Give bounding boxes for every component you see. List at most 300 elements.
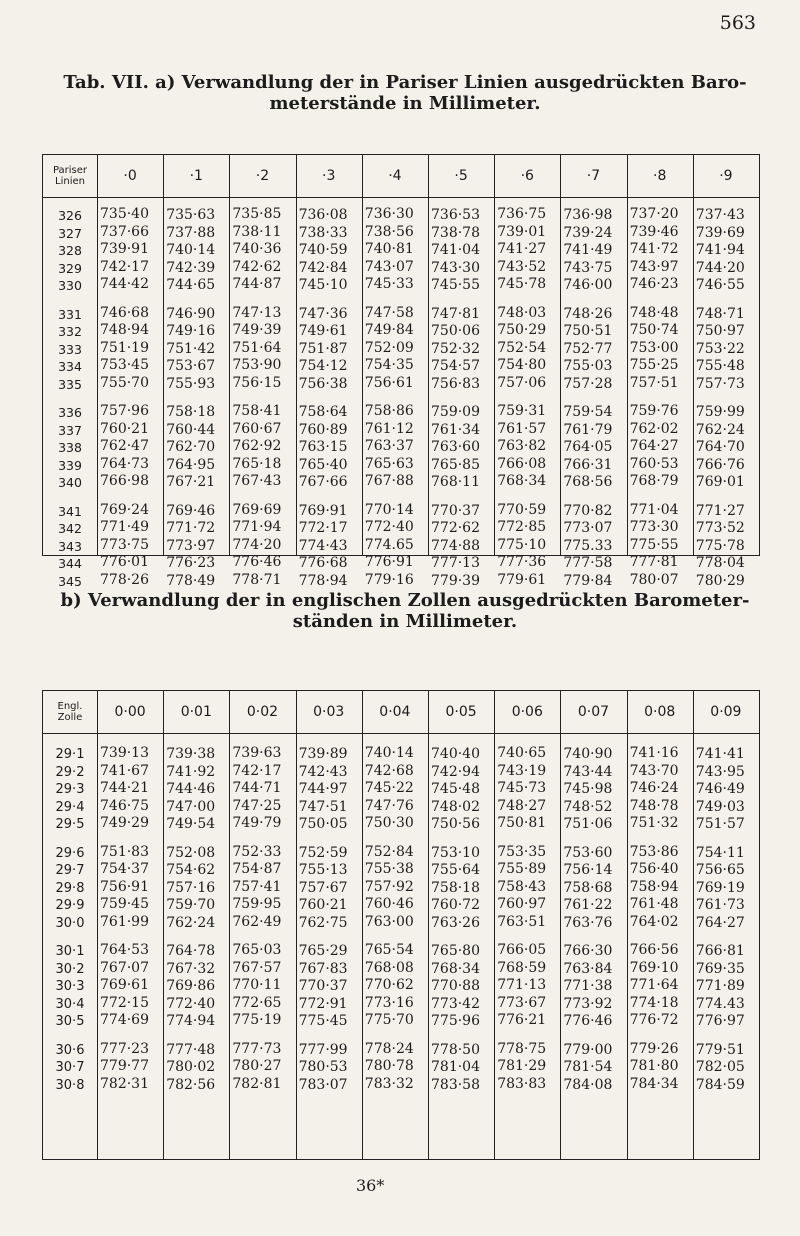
table-cell: 757·28 xyxy=(563,375,613,392)
table-header xyxy=(43,155,759,198)
table-cell: 776·01 xyxy=(100,554,149,570)
corner-label-line-1: Pariser xyxy=(52,165,88,176)
table-cell: 744·87 xyxy=(232,276,282,292)
table-cell: 755·64 xyxy=(431,862,480,878)
table-cell: 739·13 xyxy=(100,745,149,761)
table-cell: 745·22 xyxy=(364,780,414,796)
table-cell: 736·98 xyxy=(563,207,613,223)
table-cell: 777·99 xyxy=(298,1041,348,1058)
row-label: 337 xyxy=(58,422,82,438)
table-cell: 772·40 xyxy=(364,519,414,535)
column-divider xyxy=(296,155,297,555)
table-cell: 750·05 xyxy=(298,816,348,832)
table-cell: 773·42 xyxy=(431,995,480,1012)
table-cell: 765·29 xyxy=(298,943,348,959)
table-cell: 742·68 xyxy=(364,762,414,779)
row-label: 326 xyxy=(58,208,82,223)
table-cell: 743·52 xyxy=(497,258,547,275)
table-cell: 737·43 xyxy=(695,207,745,223)
column-header: 0·07 xyxy=(577,704,610,720)
table-cell: 756·91 xyxy=(100,878,149,895)
table-cell: 764·27 xyxy=(629,438,679,454)
table-cell: 748·94 xyxy=(100,322,149,338)
table-cell: 748·48 xyxy=(629,304,679,321)
table-cell: 747·00 xyxy=(166,798,216,815)
table-cell: 777·73 xyxy=(232,1040,282,1057)
table-cell: 761·12 xyxy=(364,420,414,437)
table-cell: 769·19 xyxy=(695,879,745,896)
table-cell: 775·10 xyxy=(497,536,547,553)
table-cell: 770·82 xyxy=(563,502,613,519)
table-cell: 745·10 xyxy=(298,277,348,293)
table-cell: 741·04 xyxy=(431,242,480,258)
table-cell: 762·49 xyxy=(232,913,282,930)
table-cell: 761·34 xyxy=(431,421,480,438)
table-cell: 744·21 xyxy=(100,780,149,796)
table-cell: 752·32 xyxy=(431,340,480,357)
table-cell: 754·80 xyxy=(497,357,547,373)
table-cell: 772·91 xyxy=(298,995,348,1012)
table-cell: 737·20 xyxy=(629,206,679,222)
table-cell: 760·46 xyxy=(364,896,414,912)
row-label: 330 xyxy=(58,278,82,293)
table-cell: 774·20 xyxy=(232,536,282,553)
table-cell: 751·83 xyxy=(100,843,149,860)
table-cell: 782·31 xyxy=(100,1075,149,1092)
table-cell: 767·21 xyxy=(166,474,216,490)
row-label: 30·1 xyxy=(55,944,85,959)
table-cell: 771·04 xyxy=(629,501,679,518)
table-a-title-line-2: meterstände in Millimeter. xyxy=(269,93,541,114)
table-cell: 761·99 xyxy=(100,913,149,930)
row-label: 331 xyxy=(58,306,82,322)
table-cell: 763·37 xyxy=(364,438,414,454)
table-cell: 777·81 xyxy=(629,554,679,570)
row-label: 339 xyxy=(58,457,82,473)
column-header: ·5 xyxy=(454,168,468,184)
table-cell: 764·73 xyxy=(100,455,149,472)
table-cell: 767·32 xyxy=(166,960,216,977)
table-cell: 768·34 xyxy=(431,960,480,977)
table-cell: 784·08 xyxy=(563,1076,613,1093)
table-cell: 755·89 xyxy=(497,861,547,877)
row-label: 29·8 xyxy=(55,880,85,896)
table-cell: 758·41 xyxy=(232,403,282,419)
table-cell: 775·70 xyxy=(364,1012,414,1028)
table-cell: 743·07 xyxy=(364,258,414,275)
table-cell: 763·00 xyxy=(364,913,414,930)
table-cell: 771·49 xyxy=(100,519,149,535)
table-cell: 740·40 xyxy=(431,746,480,762)
table-cell: 755·25 xyxy=(629,357,679,373)
row-label: 30·6 xyxy=(55,1042,85,1058)
table-cell: 757·73 xyxy=(695,375,745,392)
table-cell: 766·05 xyxy=(497,942,547,958)
table-cell: 751·64 xyxy=(232,339,282,356)
table-cell: 754·12 xyxy=(298,358,348,374)
table-cell: 764·53 xyxy=(100,942,149,958)
table-cell: 758·18 xyxy=(166,404,216,420)
column-divider xyxy=(163,155,164,555)
table-cell: 763·84 xyxy=(563,960,613,977)
table-cell: 771·94 xyxy=(232,519,282,535)
table-cell: 753·10 xyxy=(431,844,480,861)
table-cell: 779·61 xyxy=(497,571,547,588)
column-header: ·0 xyxy=(123,168,137,184)
table-cell: 751·06 xyxy=(563,816,613,832)
table-cell: 747·36 xyxy=(298,305,348,322)
table-cell: 763·15 xyxy=(298,439,348,455)
table-cell: 753·67 xyxy=(166,358,216,374)
table-cell: 777·23 xyxy=(100,1040,149,1057)
table-cell: 774·43 xyxy=(298,537,348,554)
table-cell: 774.65 xyxy=(364,536,414,553)
table-cell: 740·14 xyxy=(364,745,414,761)
table-cell: 780·78 xyxy=(364,1058,414,1074)
table-cell: 764·27 xyxy=(695,914,745,931)
table-cell: 749·84 xyxy=(364,322,414,338)
table-cell: 776·23 xyxy=(166,555,216,571)
table-cell: 782·56 xyxy=(166,1076,216,1093)
table-cell: 752·54 xyxy=(497,339,547,356)
column-divider xyxy=(693,155,694,555)
table-cell: 759·99 xyxy=(695,404,745,420)
table-cell: 775·55 xyxy=(629,536,679,553)
table-cell: 744·20 xyxy=(695,259,745,276)
table-cell: 736·75 xyxy=(497,206,547,222)
column-header: ·3 xyxy=(322,168,336,184)
table-cell: 761·73 xyxy=(695,897,745,913)
table-cell: 743·70 xyxy=(629,762,679,779)
row-label: 30·0 xyxy=(55,915,85,931)
table-cell: 748·52 xyxy=(563,798,613,815)
table-cell: 763·51 xyxy=(497,913,547,930)
table-cell: 741·27 xyxy=(497,241,547,257)
table-cell: 773·97 xyxy=(166,537,216,554)
table-cell: 757·67 xyxy=(298,879,348,896)
table-cell: 743·19 xyxy=(497,762,547,779)
table-cell: 768·34 xyxy=(497,473,547,489)
column-divider xyxy=(362,691,363,1159)
table-cell: 740·90 xyxy=(563,746,613,762)
table-cell: 775·45 xyxy=(298,1013,348,1029)
column-divider xyxy=(229,691,230,1159)
table-cell: 776·68 xyxy=(298,555,348,571)
table-cell: 751·32 xyxy=(629,815,679,831)
table-cell: 783·83 xyxy=(497,1075,547,1092)
table-cell: 759·70 xyxy=(166,897,216,913)
table-cell: 738·56 xyxy=(364,223,414,240)
table-cell: 775·78 xyxy=(695,537,745,554)
table-cell: 739·01 xyxy=(497,223,547,240)
table-cell: 760·89 xyxy=(298,421,348,438)
table-cell: 746·00 xyxy=(563,277,613,293)
table-cell: 743·75 xyxy=(563,259,613,276)
table-cell: 769·10 xyxy=(629,959,679,976)
table-cell: 772·17 xyxy=(298,520,348,536)
column-header: 0·02 xyxy=(246,704,279,720)
table-cell: 762·24 xyxy=(695,421,745,438)
table-cell: 772·62 xyxy=(431,520,480,536)
row-label: 328 xyxy=(58,243,82,258)
table-cell: 756·83 xyxy=(431,375,480,392)
table-cell: 765·40 xyxy=(298,456,348,473)
table-cell: 750·56 xyxy=(431,816,480,832)
column-header: ·7 xyxy=(586,168,601,184)
table-cell: 741·41 xyxy=(695,746,745,762)
table-cell: 748·27 xyxy=(497,797,547,814)
table-cell: 776·46 xyxy=(563,1013,613,1029)
table-cell: 747·13 xyxy=(232,304,282,321)
table-cell: 780·07 xyxy=(629,571,679,588)
table-cell: 752·08 xyxy=(166,844,216,861)
table-cell: 737·88 xyxy=(166,224,216,241)
table-cell: 778·50 xyxy=(431,1041,480,1058)
table-cell: 741·16 xyxy=(629,745,679,761)
row-label: 342 xyxy=(58,521,82,536)
table-cell: 768·08 xyxy=(364,959,414,976)
table-cell: 753·86 xyxy=(629,843,679,860)
column-header: 0·08 xyxy=(644,704,676,720)
table-cell: 750·06 xyxy=(431,323,480,339)
table-cell: 782·81 xyxy=(232,1075,282,1092)
table-cell: 735·40 xyxy=(100,206,149,222)
table-cell: 750·81 xyxy=(497,815,547,831)
table-cell: 766·98 xyxy=(100,473,149,489)
table-cell: 760·21 xyxy=(298,897,348,913)
table-a-title xyxy=(60,72,750,114)
table-cell: 755·93 xyxy=(166,375,216,392)
table-cell: 741·72 xyxy=(629,241,679,257)
table-cell: 770·11 xyxy=(232,977,282,993)
table-cell: 756·38 xyxy=(298,375,348,392)
column-header: 0·04 xyxy=(379,704,411,720)
table-cell: 776·21 xyxy=(497,1012,547,1028)
table-cell: 778·24 xyxy=(364,1040,414,1057)
table-cell: 757·16 xyxy=(166,879,216,896)
table-cell: 739·46 xyxy=(629,223,679,240)
table-cell: 756·40 xyxy=(629,861,679,877)
table-cell: 777·13 xyxy=(431,555,480,571)
table-cell: 754·37 xyxy=(100,861,149,877)
table-cell: 773·52 xyxy=(695,520,745,536)
table-b-title-line-2: ständen in Millimeter. xyxy=(292,611,518,632)
table-cell: 746·68 xyxy=(100,304,149,321)
table-cell: 769·01 xyxy=(695,474,745,490)
table-b-title xyxy=(60,590,750,632)
table-cell: 749·54 xyxy=(166,816,216,832)
table-cell: 742·94 xyxy=(431,763,480,780)
table-cell: 745·48 xyxy=(431,781,480,797)
table-cell: 760·44 xyxy=(166,421,216,438)
table-cell: 746·55 xyxy=(695,277,745,293)
table-cell: 736·08 xyxy=(298,207,348,223)
table-cell: 759·31 xyxy=(497,403,547,419)
column-header: ·9 xyxy=(719,168,733,184)
row-label: 341 xyxy=(58,503,82,519)
table-cell: 766·31 xyxy=(563,456,613,473)
table-cell: 780·53 xyxy=(298,1059,348,1075)
corner-header xyxy=(43,155,97,197)
table-cell: 735·85 xyxy=(232,206,282,222)
table-cell: 764·78 xyxy=(166,943,216,959)
table-cell: 754·87 xyxy=(232,861,282,877)
table-cell: 770·37 xyxy=(431,502,480,519)
row-label: 29·2 xyxy=(55,764,85,780)
table-cell: 760·97 xyxy=(497,896,547,912)
table-cell: 778·49 xyxy=(166,572,216,589)
table-cell: 765·80 xyxy=(431,943,480,959)
table-cell: 758·68 xyxy=(563,879,613,896)
table-cell: 771·89 xyxy=(695,978,745,994)
table-cell: 755·03 xyxy=(563,358,613,374)
table-cell: 752·33 xyxy=(232,843,282,860)
table-cell: 778·75 xyxy=(497,1040,547,1057)
column-header: 0·09 xyxy=(710,704,742,720)
table-cell: 766·56 xyxy=(629,942,679,958)
table-cell: 748·78 xyxy=(629,797,679,814)
table-cell: 773·16 xyxy=(364,994,414,1011)
table-cell: 738·78 xyxy=(431,224,480,241)
table-cell: 768·56 xyxy=(563,474,613,490)
column-header: 0·05 xyxy=(445,704,477,720)
table-cell: 753·60 xyxy=(563,844,613,861)
table-cell: 769·35 xyxy=(695,960,745,977)
table-cell: 760·53 xyxy=(629,455,679,472)
table-cell: 736·30 xyxy=(364,206,414,222)
table-cell: 742·62 xyxy=(232,258,282,275)
table-cell: 754·11 xyxy=(695,844,745,861)
table-cell: 778·04 xyxy=(695,555,745,571)
table-cell: 756·14 xyxy=(563,862,613,878)
table-cell: 745·98 xyxy=(563,781,613,797)
row-label: 334 xyxy=(58,359,82,374)
table-cell: 738·33 xyxy=(298,224,348,241)
table-cell: 764·95 xyxy=(166,456,216,473)
table-cell: 774·94 xyxy=(166,1013,216,1029)
table-englische-zolle xyxy=(42,690,760,1160)
signature-mark: 36* xyxy=(356,1176,385,1195)
table-cell: 773·75 xyxy=(100,536,149,553)
table-cell: 760·67 xyxy=(232,420,282,437)
table-cell: 781·29 xyxy=(497,1058,547,1074)
table-cell: 739·38 xyxy=(166,746,216,762)
table-cell: 774.43 xyxy=(695,995,745,1012)
table-cell: 759·54 xyxy=(563,404,613,420)
table-cell: 751·87 xyxy=(298,340,348,357)
table-cell: 749·16 xyxy=(166,323,216,339)
table-cell: 777·48 xyxy=(166,1041,216,1058)
row-label: 329 xyxy=(58,260,82,276)
table-cell: 737·66 xyxy=(100,223,149,240)
table-cell: 781·04 xyxy=(431,1059,480,1075)
table-cell: 759·45 xyxy=(100,896,149,912)
table-cell: 784·34 xyxy=(629,1075,679,1092)
row-label: 29·6 xyxy=(55,845,85,861)
table-cell: 774·88 xyxy=(431,537,480,554)
column-header: 0·06 xyxy=(511,704,543,720)
column-header: 0·00 xyxy=(114,704,146,720)
table-cell: 738·11 xyxy=(232,223,282,240)
row-label: 332 xyxy=(58,324,82,339)
table-cell: 744·97 xyxy=(298,781,348,797)
table-cell: 745·78 xyxy=(497,276,547,292)
table-cell: 772·65 xyxy=(232,994,282,1011)
table-cell: 753·35 xyxy=(497,843,547,860)
table-cell: 769·69 xyxy=(232,501,282,518)
table-cell: 768·79 xyxy=(629,473,679,489)
table-cell: 741·49 xyxy=(563,242,613,258)
table-a-title-line-1: Tab. VII. a) Verwandlung der in Pariser Linien ausgedrückten Baro- xyxy=(63,72,747,93)
table-cell: 761·57 xyxy=(497,420,547,437)
table-cell: 776·97 xyxy=(695,1013,745,1029)
table-cell: 750·30 xyxy=(364,815,414,831)
table-cell: 746·75 xyxy=(100,797,149,814)
row-label: 30·5 xyxy=(55,1014,85,1029)
row-label: 338 xyxy=(58,440,82,455)
table-cell: 753·00 xyxy=(629,339,679,356)
table-cell: 742·43 xyxy=(298,763,348,780)
table-cell: 749·29 xyxy=(100,815,149,831)
table-cell: 762·02 xyxy=(629,420,679,437)
table-cell: 736·53 xyxy=(431,207,480,223)
table-cell: 770·37 xyxy=(298,978,348,994)
table-cell: 739·69 xyxy=(695,224,745,241)
table-cell: 758·18 xyxy=(431,879,480,896)
table-b-title-line-1: b) Verwandlung der in englischen Zollen ausgedrückten Barometer- xyxy=(60,590,750,611)
table-cell: 779·00 xyxy=(563,1041,613,1058)
table-cell: 743·30 xyxy=(431,259,480,276)
row-label: 336 xyxy=(58,405,82,420)
corner-label-line-2: Linien xyxy=(55,176,85,187)
column-divider xyxy=(560,691,561,1159)
table-cell: 753·45 xyxy=(100,357,149,373)
table-cell: 742·17 xyxy=(100,258,149,275)
table-cell: 747·51 xyxy=(298,798,348,815)
table-cell: 755·13 xyxy=(298,862,348,878)
table-cell: 741·94 xyxy=(695,242,745,258)
table-cell: 757·06 xyxy=(497,374,547,391)
table-cell: 758·43 xyxy=(497,878,547,895)
row-label: 30·7 xyxy=(55,1060,85,1075)
row-label: 30·4 xyxy=(55,996,85,1012)
table-cell: 750·74 xyxy=(629,322,679,338)
table-cell: 762·47 xyxy=(100,438,149,454)
column-divider xyxy=(229,155,230,555)
table-cell: 748·02 xyxy=(431,798,480,815)
table-cell: 780·27 xyxy=(232,1058,282,1074)
table-cell: 766·76 xyxy=(695,456,745,473)
table-cell: 756·65 xyxy=(695,862,745,878)
table-cell: 766·81 xyxy=(695,943,745,959)
table-cell: 771·27 xyxy=(695,502,745,519)
table-cell: 744·71 xyxy=(232,780,282,796)
column-divider xyxy=(494,691,495,1159)
table-cell: 758·86 xyxy=(364,403,414,419)
table-cell: 764·70 xyxy=(695,439,745,455)
row-label: 335 xyxy=(58,376,82,392)
table-cell: 763·76 xyxy=(563,914,613,931)
row-label: 340 xyxy=(58,475,82,490)
table-cell: 743·95 xyxy=(695,763,745,780)
table-cell: 760·72 xyxy=(431,897,480,913)
table-cell: 771·72 xyxy=(166,520,216,536)
column-divider xyxy=(428,155,429,555)
table-cell: 749·79 xyxy=(232,815,282,831)
column-header: ·2 xyxy=(255,168,270,184)
table-cell: 752·77 xyxy=(563,340,613,357)
table-cell: 769·86 xyxy=(166,978,216,994)
